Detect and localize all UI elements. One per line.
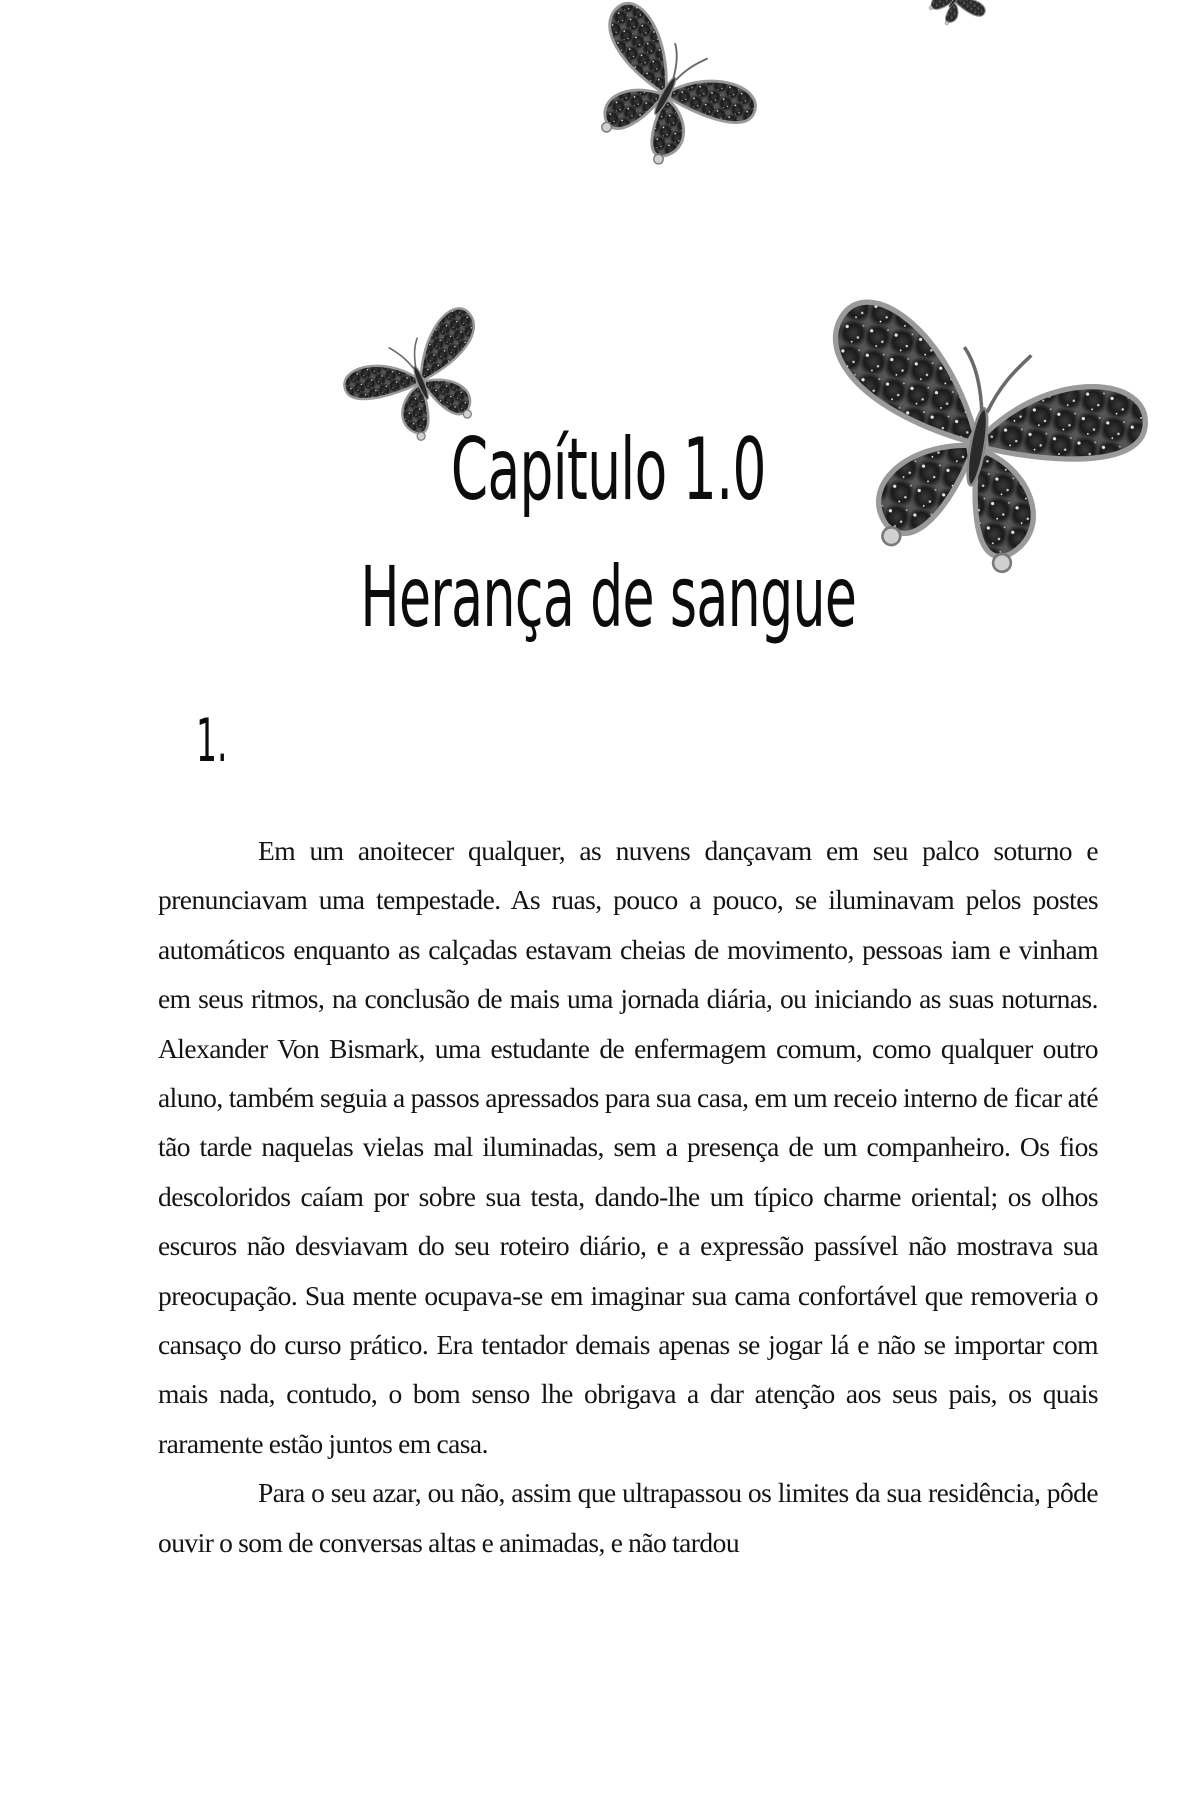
chapter-subtitle: Herança de sangue [360, 548, 857, 646]
paragraph: Para o seu azar, ou não, assim que ultrapassou os limites da sua residência, pôde ouvir o som de conversas altas e animadas, e não tardou [158, 1477, 1098, 1558]
chapter-title: Capítulo 1.0 [450, 420, 766, 520]
butterfly-top-right-corner-icon [911, 0, 1000, 43]
paragraph: Em um anoitecer qualquer, as nuvens dançavam em seu palco soturno e prenunciavam uma tempestade. As ruas, pouco a pouco, se iluminavam pelos postes automáticos enquanto as calçadas estavam cheias de movimento, pessoas iam e vinham em seus ritmos, na conclusão de mais uma jornada diária, ou iniciando as suas noturnas. Alexander Von Bismark, uma estudante de enfermagem comum, como qualquer outro aluno, também seguia a passos apressados para sua casa, em um receio interno de ficar até tão tarde naquelas vielas mal iluminadas, sem a presença de um companheiro. Os fios descoloridos caíam por sobre sua testa, dando-lhe um típico charme oriental; os olhos escuros não desviavam do seu roteiro diário, e a expressão passível não mostrava sua preocupação. Sua mente ocupava-se em imaginar sua cama confortável que removeria o cansaço do curso prático. Era tentador demais apenas se jogar lá e não se importar com mais nada, contudo, o bom senso lhe obrigava a dar atenção aos seus pais, os quais raramente estão juntos em casa. [158, 835, 1098, 1459]
butterfly-top-center-icon [544, 0, 789, 208]
section-number: 1. [196, 706, 228, 776]
body-text [158, 826, 1098, 1567]
